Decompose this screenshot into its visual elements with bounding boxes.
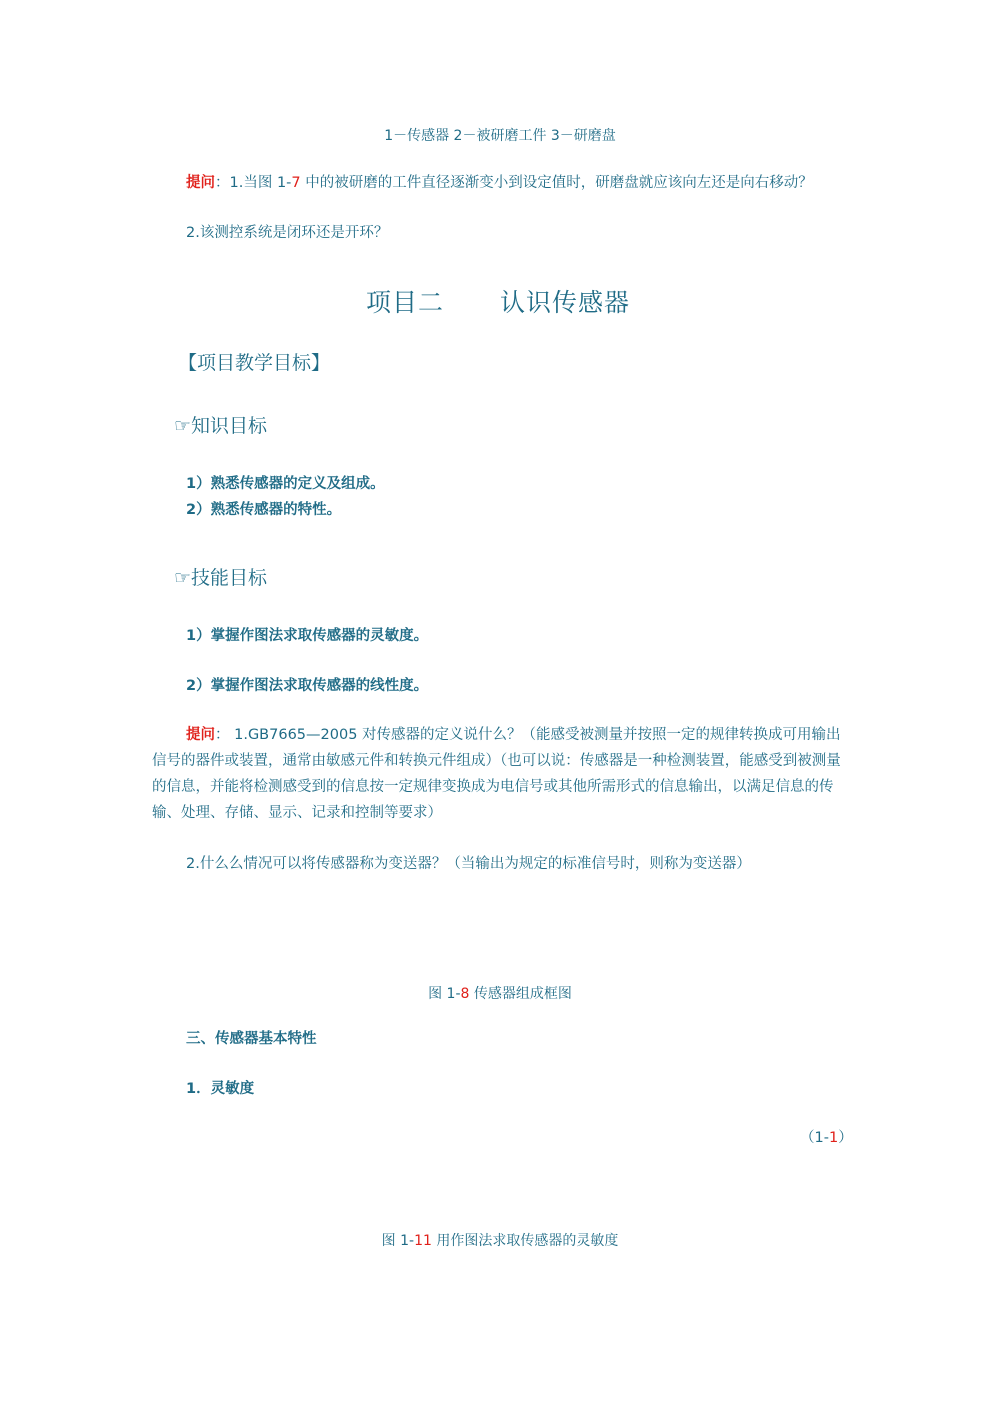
figure-caption-1-11 (0, 1230, 1000, 1250)
knowledge-goals-heading: ☞知识目标 (174, 415, 268, 437)
knowledge-item-1: 1）熟悉传感器的定义及组成。 (186, 476, 385, 492)
section-teaching-goals: 【项目教学目标】 (178, 352, 331, 374)
question-text: 1.GB7665—2005 对传感器的定义说什么？（能感受被测量并按照一定的规律转换成可用输出信号的器件或装置，通常由敏感元件和转换元件组成）（也可以说：传感器是一种检测装置，能感受到被测量的信息，并能将检测感受到的信息按一定规律变换成为电信号或其他所需形式的信息输出，以满足信息的传输、处理、存储、显示、记录和控制等要求） (152, 727, 841, 821)
question-4: 2.什么么情况可以将传感器称为变送器？（当输出为规定的标准信号时，则称为变送器） (186, 856, 751, 872)
eq-number: 1 (828, 1130, 839, 1146)
equation-number (800, 1131, 853, 1146)
figure-caption-1-8 (0, 983, 1000, 1003)
skill-item-1: 1）掌握作图法求取传感器的灵敏度。 (186, 628, 429, 644)
skill-item-2: 2）掌握作图法求取传感器的线性度。 (186, 678, 429, 694)
figure-number: 11 (414, 1233, 432, 1249)
figure-number: 8 (460, 986, 470, 1002)
project-title-number: 项目二 (366, 288, 445, 317)
eq-prefix: （1- (800, 1130, 829, 1146)
skill-goals-heading: ☞技能目标 (174, 567, 268, 589)
question-label: 提问 (186, 727, 215, 743)
question-3-paragraph (152, 722, 848, 826)
question-label: 提问 (186, 175, 215, 191)
caption-text: 传感器组成框图 (469, 986, 572, 1002)
question-colon: ： (215, 727, 230, 743)
eq-suffix: ） (838, 1130, 853, 1146)
question-text-rest: 中的被研磨的工件直径逐渐变小到设定值时，研磨盘就应该向左还是向右移动？ (300, 175, 813, 191)
project-title-name: 认识传感器 (500, 288, 631, 317)
figure-caption-legend: 1－传感器 2－被研磨工件 3－研磨盘 (384, 128, 616, 144)
question-colon: ： (215, 175, 230, 191)
caption-text: 用作图法求取传感器的灵敏度 (431, 1233, 619, 1249)
subsection-sensitivity: 1．灵敏度 (186, 1081, 255, 1097)
caption-prefix: 图 1- (381, 1233, 415, 1249)
caption-prefix: 图 1- (428, 986, 461, 1002)
section-basic-characteristics: 三、传感器基本特性 (186, 1031, 317, 1047)
question-1 (186, 176, 813, 191)
knowledge-item-2: 2）熟悉传感器的特性。 (186, 502, 342, 518)
question-text: 1.当图 1- (229, 175, 292, 191)
question-2: 2.该测控系统是闭环还是开环？ (186, 225, 389, 241)
figure-number: 7 (291, 175, 301, 191)
